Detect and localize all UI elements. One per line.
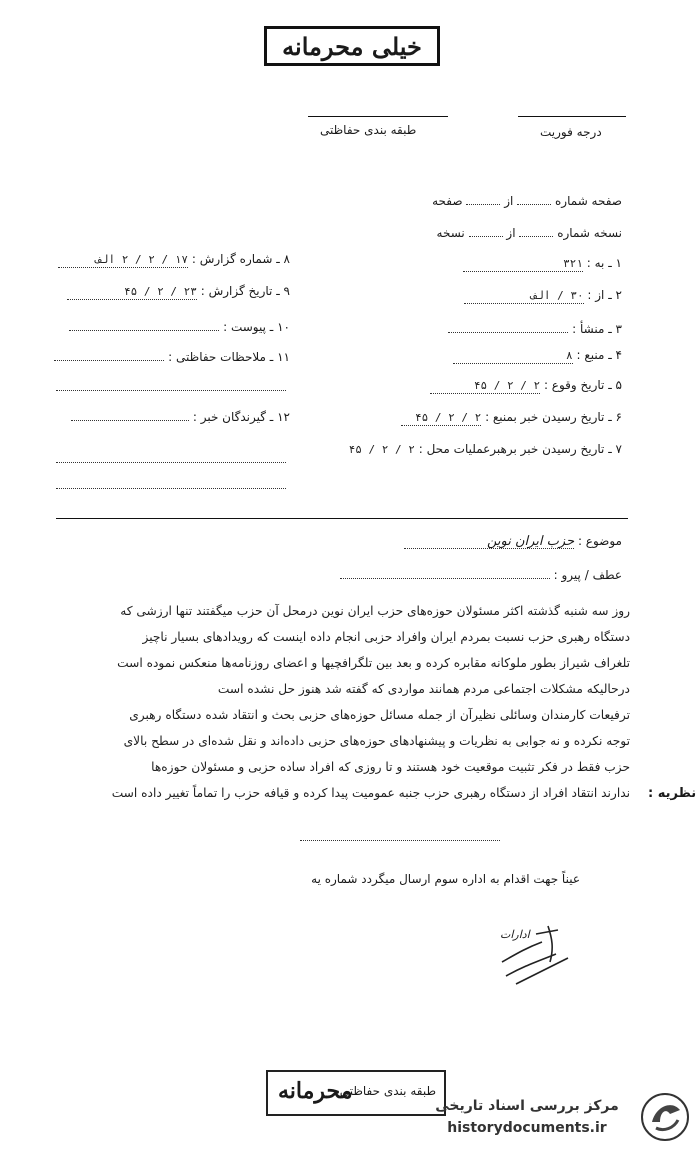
classification-stamp: خیلی محرمانه (264, 26, 440, 66)
field-report-number-value: ۱۷ / ۲ / ۲ الف (58, 253, 188, 268)
field-from: ۲ ـ از : ۳۰ / الف (464, 288, 622, 304)
field-source-value: ۸ (453, 349, 573, 364)
reference-row (340, 564, 622, 582)
field-event-date: ۵ ـ تاریخ وقوع : ۲ / ۲ / ۴۵ (430, 378, 622, 394)
page-total-dots (466, 190, 500, 205)
field-to-value: ۳۲۱ (463, 257, 583, 272)
forward-line: عیناً جهت اقدام به اداره سوم ارسال میگردد شماره یه (311, 872, 580, 886)
subject-label: موضوع : (577, 534, 622, 548)
field-report-date: ۹ ـ تاریخ گزارش : ۲۳ / ۲ / ۴۵ (67, 284, 290, 300)
field-attachment-value (69, 316, 219, 331)
field-source: ۴ ـ منبع : ۸ (453, 348, 622, 364)
body-line: تلغراف شیراز بطور ملوکانه مقابره کرده و بعد بین تلگرافچیها و اعضای روزنامه‌ها منعکس نموده است (117, 656, 630, 670)
watermark-url: historydocuments.ir (447, 1120, 607, 1136)
reference-value (340, 564, 550, 579)
margin-note: نظریه : (648, 786, 697, 801)
copy-label: نسخه شماره (557, 226, 622, 240)
field-origin: ۳ ـ منشأ : (448, 318, 622, 336)
body-line: حزب فقط در فکر تثبیت موقعیت خود هستند و تا روزی که افراد ساده حزبی و مسئولان حوزه‌ها (151, 760, 630, 774)
subject-row (404, 534, 622, 549)
field-origin-value (448, 318, 568, 333)
archive-logo-icon (640, 1092, 690, 1142)
subject-value: حزب ایران نوین (404, 534, 574, 549)
page-unit: صفحه (432, 194, 463, 208)
field-source-date-value: ۲ / ۲ / ۴۵ (401, 411, 481, 426)
body-line: ترفیعات کارمندان وسائلی نظیرآن از جمله مسائل حوزه‌های حزبی بحث و انتقاد شده دستگاه رهبری (129, 708, 630, 722)
reference-label: عطف / پیرو : (553, 568, 622, 582)
body-line: دستگاه رهبری حزب نسبت بمردم ایران وافراد حزبی انجام داده اینست که رویدادهای بسیار ناچیز (142, 630, 630, 644)
field-recipients: ۱۲ ـ گیرندگان خبر : (71, 406, 290, 424)
bottom-stamp-text: محرمانه (278, 1078, 353, 1104)
section-divider (56, 518, 628, 519)
field-source-date: ۶ ـ تاریخ رسیدن خبر بمنبع : ۲ / ۲ / ۴۵ (401, 410, 622, 426)
watermark-org-name: مرکز بررسی اسناد تاریخی (435, 1098, 619, 1114)
field-ops-date: ۷ ـ تاریخ رسیدن خبر برهبرعملیات محل : ۲ / ۲ / ۴۵ (348, 442, 622, 456)
page-label: صفحه شماره (555, 194, 622, 208)
field-to: ۱ ـ به : ۳۲۱ (463, 256, 622, 272)
page-number-dots (517, 190, 551, 205)
field-ops-date-value: ۲ / ۲ / ۴۵ (348, 443, 415, 456)
footer-note-1 (300, 826, 500, 844)
signature (496, 918, 576, 994)
urgency-label: درجه فوریت (540, 125, 602, 139)
copy-from: از (506, 226, 516, 240)
body-line: توجه نکرده و نه جوابی به نظریات و پیشنهادهای حوزه‌های حزبی داده‌اند و نقل شده‌ای در سطح بالای (123, 734, 630, 748)
field-report-number: ۸ ـ شماره گزارش : ۱۷ / ۲ / ۲ الف (58, 252, 290, 268)
body-line: ندارند انتقاد افراد از دستگاه رهبری حزب جنبه عمومیت پیدا کرده و قیافه حزب را تماماً تغییر داده است (111, 786, 630, 800)
page-number-row (412, 190, 622, 208)
page-from: از (504, 194, 514, 208)
copy-total-dots (469, 222, 503, 237)
field-security-notes-value (54, 346, 164, 361)
recipients-line-2 (56, 448, 286, 463)
security-notes-line-2 (56, 376, 286, 391)
copy-number-dots (519, 222, 553, 237)
signature-text: ادارات (500, 928, 530, 941)
field-recipients-value (71, 406, 189, 421)
body-line: درحالیکه مشکلات اجتماعی مردم همانند مواردی که گفته شد هنوز حل نشده است (217, 682, 630, 696)
security-class-label: طبقه بندی حفاظتی (320, 123, 417, 137)
bottom-classification-stamp (266, 1070, 446, 1116)
copy-number-row (412, 222, 622, 240)
urgency-line (518, 116, 626, 117)
field-from-value: ۳۰ / الف (464, 289, 584, 304)
recipients-line-3 (56, 474, 286, 489)
report-body (40, 598, 630, 806)
field-security-notes: ۱۱ ـ ملاحظات حفاظتی : (54, 346, 290, 364)
copy-unit: نسخه (436, 226, 465, 240)
field-attachment: ۱۰ ـ پیوست : (69, 316, 290, 334)
security-class-line (308, 116, 448, 117)
field-report-date-value: ۲۳ / ۲ / ۴۵ (67, 285, 197, 300)
bottom-stamp-class-label: طبقه بندی حفاظتی (339, 1084, 436, 1098)
field-event-date-value: ۲ / ۲ / ۴۵ (430, 379, 540, 394)
body-line: روز سه شنبه گذشته اکثر مسئولان حوزه‌های حزب ایران نوین درمحل آن حزب میگفتند تنها ارزشی که (120, 604, 630, 618)
